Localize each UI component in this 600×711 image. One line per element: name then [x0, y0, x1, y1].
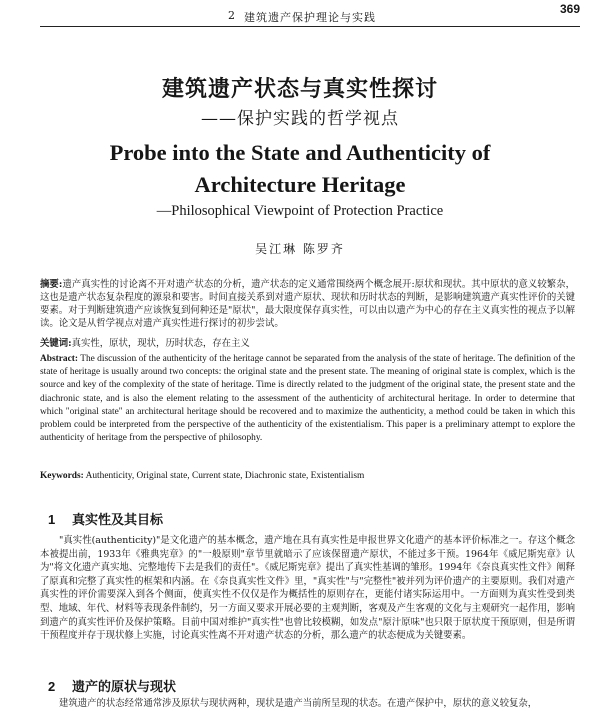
running-head-section: 2: [228, 9, 236, 22]
keywords-english-label: Keywords:: [40, 471, 84, 481]
section-2-number: 2: [48, 679, 56, 694]
keywords-chinese-label: 关键词:: [40, 338, 72, 349]
abstract-english-text: The discussion of the authenticity of the heritage cannot be separated from the analysis of the state of heritage. The definition of the state of heritage is usually around two concepts: the original state and the present state. The meaning of original state is complex, which is the source and key of the complexity of the state of heritage. Time is directly related to the judgment of the original state, the present state and the diachronic state, and is also the element relating to the assessment of the authenticity of architectural heritage. In order to determine that which "original state" an architectural heritage should be recovered and to maximize the authenticity, a method could be taken in which this problem could be interpreted from the perspective of the authenticity of the existentialism. This paper is a preliminary attempt to explore the authenticity of heritage from the perspective of philosophy.: [40, 354, 575, 444]
section-2-heading: [48, 676, 176, 695]
page-number: 369: [559, 2, 580, 16]
authors: 吴江琳 陈罗齐: [255, 242, 345, 256]
abstract-chinese-label: 摘要:: [40, 279, 63, 290]
keywords-english-text: Authenticity, Original state, Current state, Diachronic state, Existentialism: [85, 471, 365, 481]
subtitle-chinese: ——保护实践的哲学视点: [201, 109, 399, 129]
section-2-title: 遗产的原状与现状: [72, 680, 177, 695]
abstract-english: [40, 353, 575, 445]
section-1-number: 1: [48, 512, 56, 527]
section-1-paragraph: "真实性(authenticity)"是文化遗产的基本概念，遗产地在具有真实性是申报世界文化遗产的基本评价标准之一。存这个概念本被提出前，1933年《雅典宪章》的"一般原则"章节里就暗示了应该保留遗产原状，不能过多干预。1964年《威尼斯宪章》认为"将文化遗产真实地、完整地传下去是我们的责任"。《威尼斯宪章》提出了真实性基调的雏形。1994年《奈良真实性文件》阐释了原真和完整了真实性的框架和内涵。在《奈良真实性文件》里，"真实性"与"完整性"被并列为评价遗产的主要原则。我们对遗产真实性的评价需要深入到各个侧面，使真实性不仅仅是作为概括性的原则存在，更能付诸实际运用中。一方面则为真实性受到类型、地域、年代、材料等表现条件制约，另一方面又要求开展必要的主观判断，客观及产生客观的文化与主观研究一起作用，影响到遗产的真实性评价及保护策略。目前中国对维护"真实性"也曾比较模糊，如发点"原汁原味"也只限于原状度干预原则，但是所谓干预程度并存于现状修上实施，讨论真实性离不开对遗产状态的分析，那么遗产的状态便成为关键要素。: [40, 535, 575, 642]
title-chinese: 建筑遗产状态与真实性探讨: [161, 76, 438, 102]
title-english: Probe into the State and Authenticity of Architecture Heritage: [109, 140, 491, 197]
keywords-chinese-text: 真实性，原状，现状，历时状态，存在主义: [71, 338, 250, 349]
abstract-english-label: Abstract:: [40, 354, 79, 364]
keywords-chinese: [40, 337, 575, 350]
section-2-paragraph: 建筑遗产的状态经常通常涉及原状与现状两种，现状是遗产当前所呈现的状态。在遗产保护中，原状的意义较复杂，: [59, 698, 538, 709]
abstract-chinese-text: 遗产真实性的讨论离不开对遗产状态的分析，遗产状态的定义通常围绕两个概念展开:原状和现状。其中原状的意义较繁杂，这也是遗产状态复杂程度的源泉和要害。时间直接关系到对遗产原状、现状和历时状态的判断，是影响建筑遗产真实性评价的关键要素。对于判断建筑遗产应该恢复到何种还是"原状"，最大限度保存真实性，可以由以遗产为中心的存在主义真实性的视点予以解读。论文是从哲学视点对遗产真实性进行探讨的初步尝试。: [40, 279, 575, 330]
section-1-title: 真实性及其目标: [72, 513, 164, 528]
section-1-heading: [48, 509, 163, 528]
running-head: [40, 4, 580, 27]
abstract-chinese: [40, 278, 575, 330]
running-head-title: 建筑遗产保护理论与实践: [244, 11, 376, 24]
keywords-english: [40, 470, 575, 483]
subtitle-english: —Philosophical Viewpoint of Protection Practice: [156, 203, 444, 219]
